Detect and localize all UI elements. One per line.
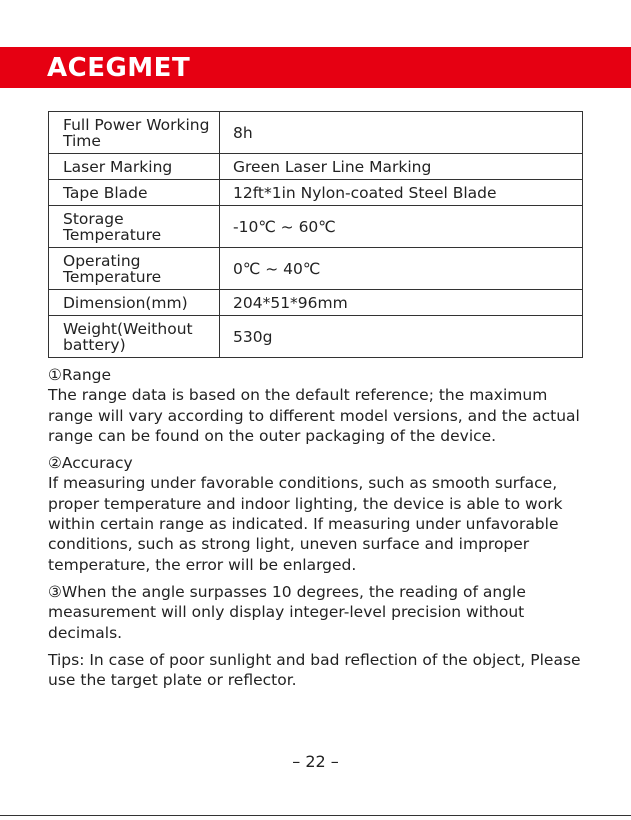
spec-table <box>48 111 583 358</box>
accuracy-text: If measuring under favorable conditions, such as smooth surface, proper temperature and indoor lighting, the device is able to work within certain range as indicated. If measuring under unfavorable conditions, such as strong light, uneven surface and improper temperature, the error will be enlarged. <box>48 474 563 574</box>
table-row <box>49 290 583 316</box>
spec-label: Weight(Weithout battery) <box>49 316 220 358</box>
spec-label: Storage Temperature <box>49 206 220 248</box>
spec-value: 8h <box>220 112 583 154</box>
accuracy-title: ②Accuracy <box>48 454 133 473</box>
table-row <box>49 180 583 206</box>
brand-header <box>0 47 631 88</box>
spec-value: 12ft*1in Nylon-coated Steel Blade <box>220 180 583 206</box>
brand-logo: ACEGMET <box>47 53 191 83</box>
spec-label: Tape Blade <box>49 180 220 206</box>
accuracy-note <box>48 453 588 575</box>
range-text: The range data is based on the default reference; the maximum range will vary according to different model versions, and the actual range can be found on the outer packaging of the device. <box>48 386 580 445</box>
spec-value: -10℃ ~ 60℃ <box>220 206 583 248</box>
angle-note: ③When the angle surpasses 10 degrees, the reading of angle measurement will only display integer-level precision without decimals. <box>48 582 526 642</box>
table-row <box>49 206 583 248</box>
range-title: ①Range <box>48 366 112 384</box>
page-number: – 22 – <box>292 752 339 771</box>
table-row <box>49 154 583 180</box>
spec-value: 204*51*96mm <box>220 290 583 316</box>
table-row <box>49 316 583 358</box>
range-note <box>48 365 588 446</box>
spec-label: Full Power Working Time <box>49 112 220 154</box>
table-row <box>49 248 583 290</box>
tips-note: Tips: In case of poor sunlight and bad reflection of the object, Please use the target plate or reflector. <box>48 650 581 690</box>
spec-label: Operating Temperature <box>49 248 220 290</box>
table-row <box>49 112 583 154</box>
bottom-divider <box>0 815 631 816</box>
spec-value: 530g <box>220 316 583 358</box>
spec-value: 0℃ ~ 40℃ <box>220 248 583 290</box>
spec-label: Dimension(mm) <box>49 290 220 316</box>
spec-label: Laser Marking <box>49 154 220 180</box>
spec-value: Green Laser Line Marking <box>220 154 583 180</box>
notes-section <box>48 365 588 697</box>
